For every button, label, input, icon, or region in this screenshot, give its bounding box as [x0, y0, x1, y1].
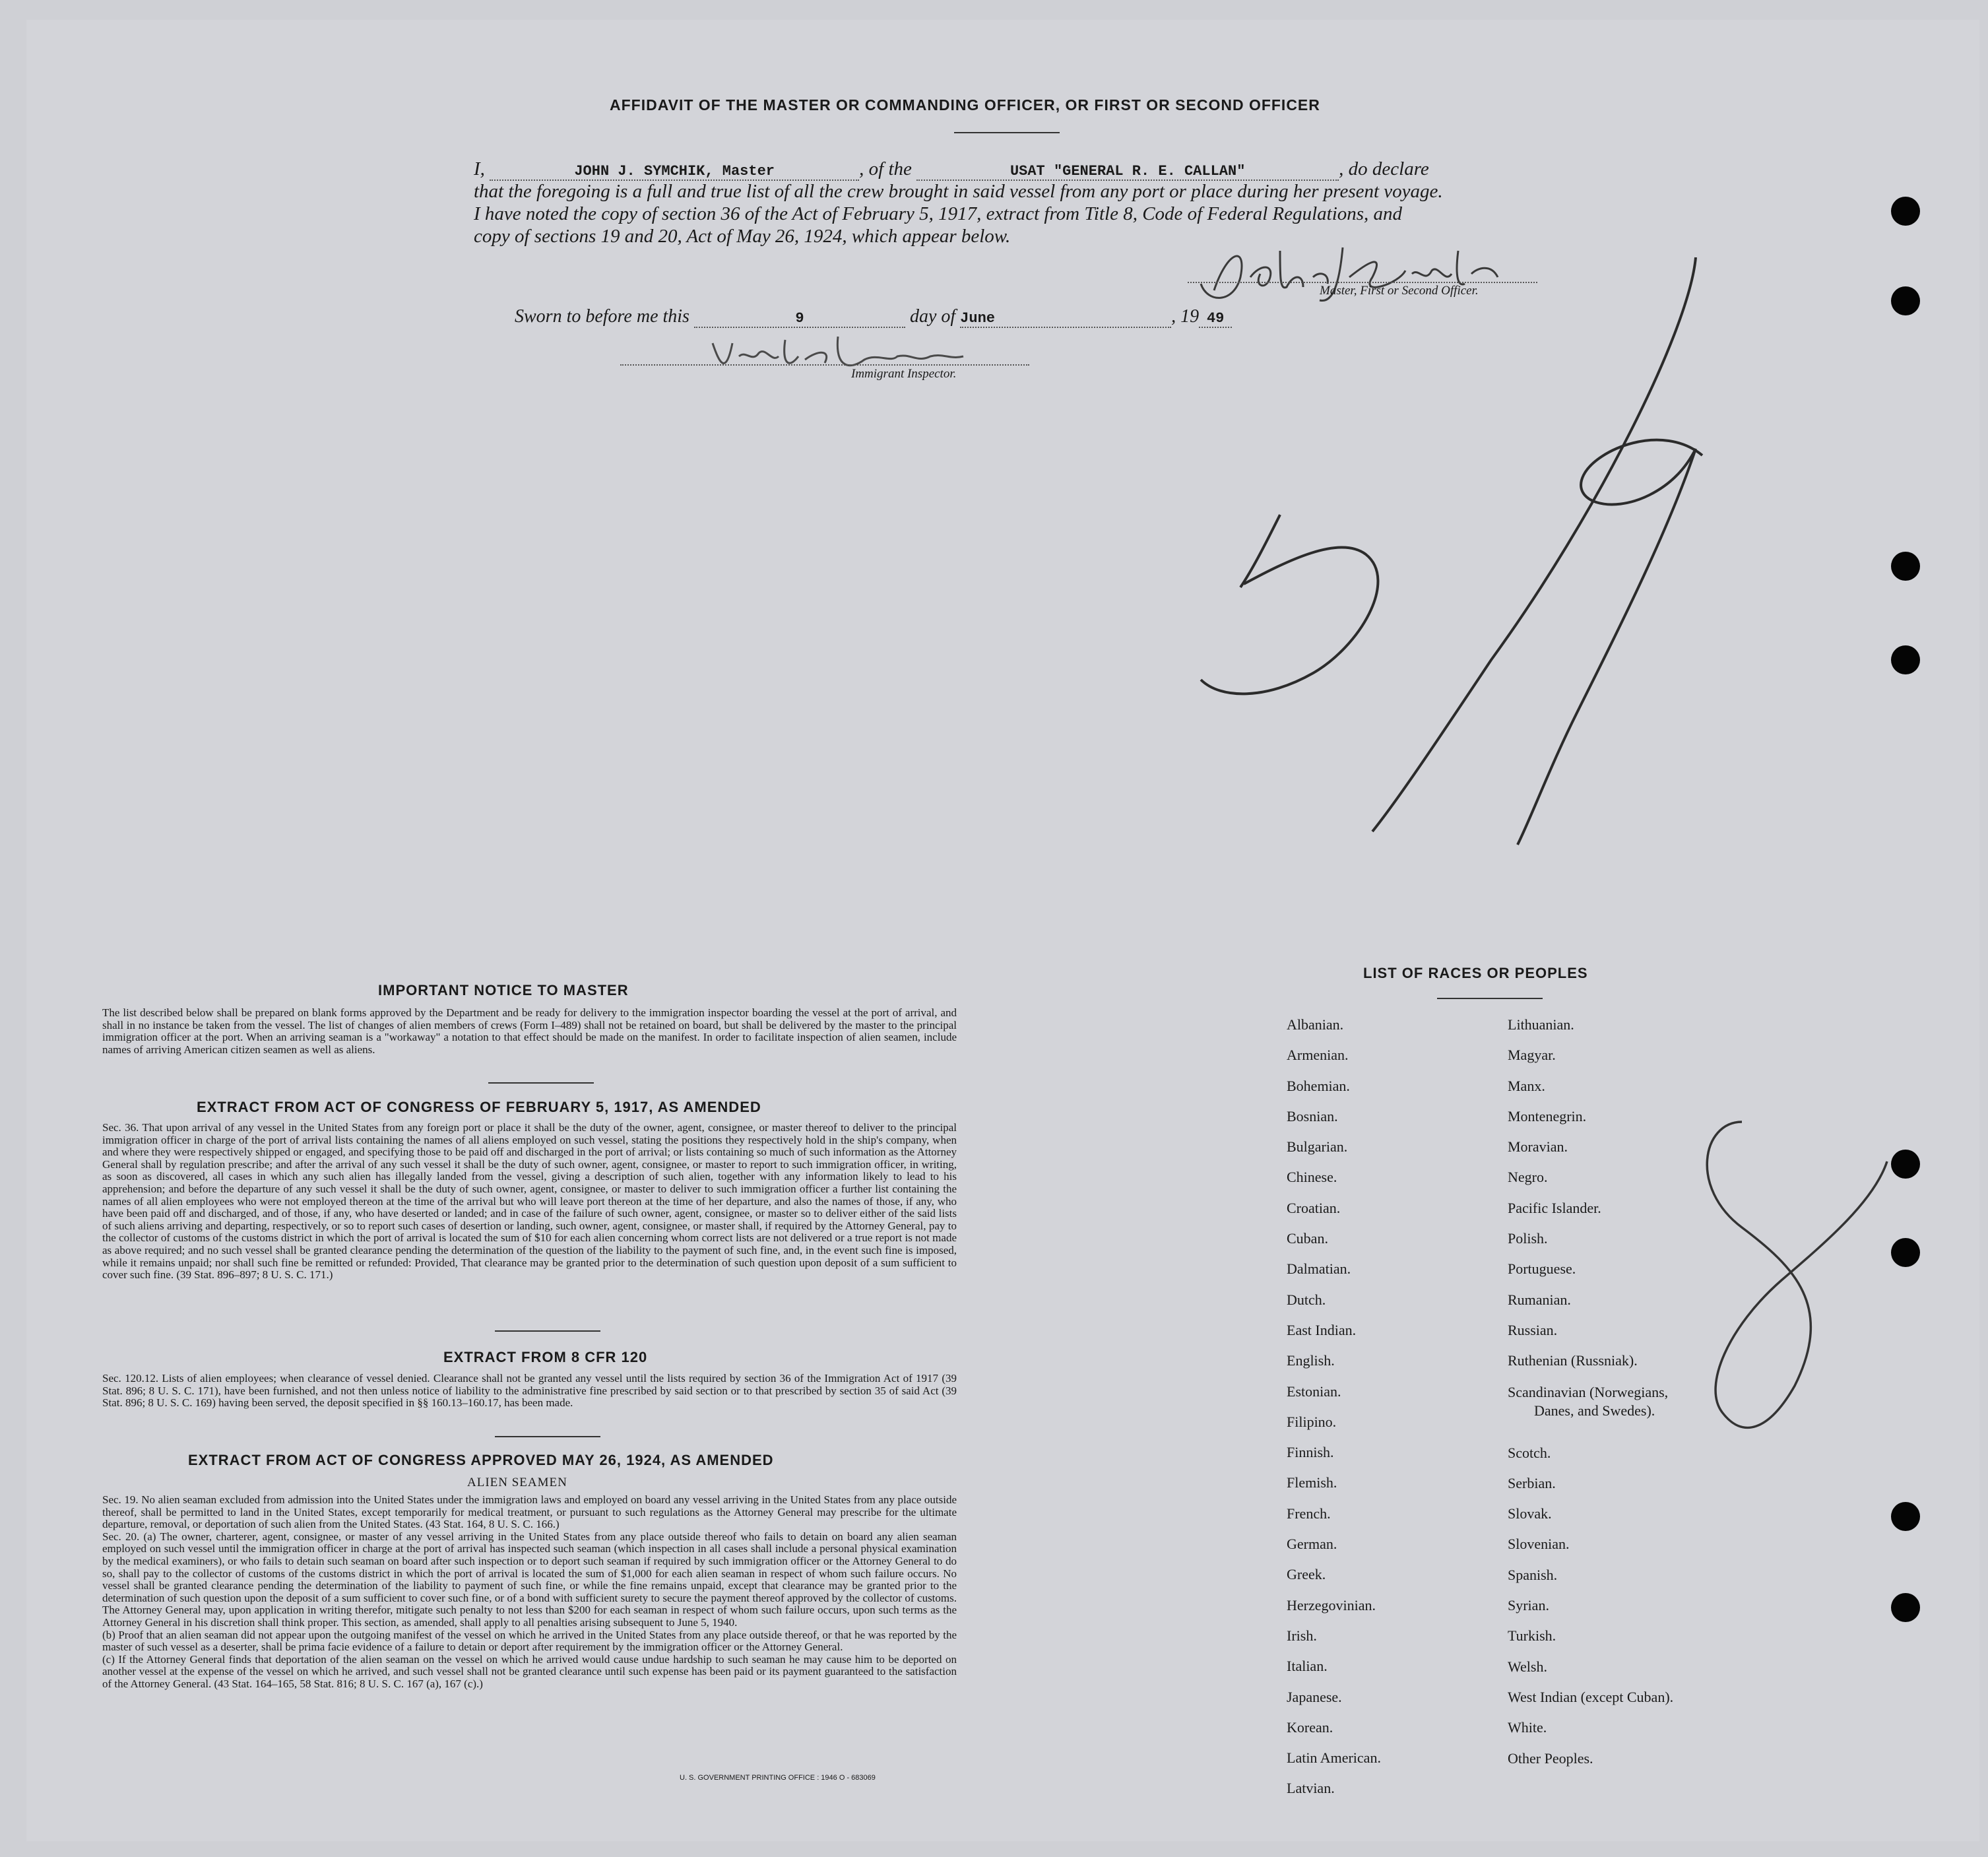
sworn-day: 9: [694, 310, 905, 328]
race-item: Bosnian.: [1287, 1107, 1338, 1124]
race-item: White.: [1508, 1719, 1547, 1736]
extract-1917-title: EXTRACT FROM ACT OF CONGRESS OF FEBRUARY 5, 1917, AS AMENDED: [197, 1099, 761, 1115]
race-item: Slovenian.: [1508, 1536, 1570, 1553]
race-item: Cuban.: [1287, 1230, 1328, 1247]
punch-hole: [1891, 1502, 1920, 1531]
declaration-line-4: copy of sections 19 and 20, Act of May 26, 1924, which appear below.: [474, 226, 1011, 247]
race-item: Chinese.: [1287, 1169, 1337, 1186]
declaration-line-1: [474, 158, 1429, 181]
race-item: Scandinavian (Norwegians,: [1508, 1383, 1669, 1400]
race-item: German.: [1287, 1536, 1337, 1553]
race-item: Pacific Islander.: [1508, 1199, 1601, 1216]
race-item: Herzegovinian.: [1287, 1596, 1376, 1613]
race-item: Korean.: [1287, 1718, 1333, 1736]
extract-1917-body: Sec. 36. That upon arrival of any vessel in the United States from any foreign port or place it shall be the duty of the owner, agent, consignee, or master thereof to deliver to the principal immigration officer in charge of the port of arrival lists containing the names of all aliens employed on such vessel, stating the positions they respectively hold in the ship's company, when and where they were respectively shipped or engaged, and specifying those to be paid off and discharged in the port of arrival; or lists containing so much of such information as the Attorney General shall by regulation prescribe; and after the arrival of any such vessel it shall be the duty of such owner, agent, consignee, or master to report to such immigration officer, in writing, as soon as discovered, all cases in which any such alien has illegally landed from the vessel, giving a description of such alien, together with any information likely to lead to his apprehension; and before the departure of any such vessel it shall be the duty of such owner, agent, consignee, or master to deliver to such immigration officer a further list containing the names of all alien employees who were not employed thereon at the time of the arrival but who will leave port thereon at the time of her departure, and also the names of those, if any, who have been paid off and discharged, and of those, if any, who have deserted or landed; and in case of the failure of such owner, agent, consignee, or master so to deliver either of the said lists of such aliens arriving and departing, respectively, or so to report such cases of desertion or landing, such owner, agent, consignee, or master shall, if required by the Attorney General, pay to the collector of customs of the customs district in which the port of arrival is located the sum of $10 for each alien concerning whom correct lists are not delivered or a true report is not made as above required; and no such vessel shall be granted clearance pending the determination of the question of the liability to the payment of such fine, and, in the event such fine is imposed, while it remains unpaid; nor shall such fine be remitted or refunded: Provided, That clearance may be granted prior to the determination of such question upon deposit of a sum sufficient to cover such fine. (39 Stat. 896–897; 8 U. S. C. 171.): [102, 1121, 957, 1282]
race-item: Filipino.: [1287, 1413, 1337, 1430]
sworn-year: 49: [1199, 310, 1232, 328]
punch-hole: [1891, 197, 1920, 226]
inspector-signature-line: [620, 364, 1029, 366]
race-item: Slovak.: [1508, 1505, 1552, 1522]
race-item: Montenegrin.: [1508, 1107, 1587, 1124]
race-item: Flemish.: [1287, 1474, 1337, 1491]
extract-1924-body: [102, 1494, 957, 1691]
race-item: Greek.: [1287, 1566, 1326, 1583]
punch-hole: [1891, 286, 1920, 315]
master-name: JOHN J. SYMCHIK, Master: [490, 163, 859, 181]
race-item: Dalmatian.: [1287, 1260, 1351, 1278]
printer-imprint: U. S. GOVERNMENT PRINTING OFFICE : 1946 O - 683069: [680, 1774, 876, 1782]
race-item: Turkish.: [1508, 1627, 1556, 1645]
race-item: Latin American.: [1287, 1749, 1381, 1767]
race-item: Bohemian.: [1287, 1077, 1350, 1094]
declaration-text: , of the: [859, 158, 912, 179]
sworn-text: day of: [909, 306, 956, 327]
race-item: Welsh.: [1508, 1658, 1547, 1675]
race-item: Albanian.: [1287, 1016, 1344, 1033]
race-item: English.: [1287, 1352, 1335, 1369]
race-item: Irish.: [1287, 1627, 1317, 1644]
race-item: French.: [1287, 1505, 1331, 1522]
punch-hole: [1891, 1593, 1920, 1622]
inspector-caption: Immigrant Inspector.: [851, 367, 957, 381]
extract-1924-title: EXTRACT FROM ACT OF CONGRESS APPROVED MAY 26, 1924, AS AMENDED: [188, 1452, 774, 1468]
race-item: Russian.: [1508, 1321, 1558, 1338]
race-item: Japanese.: [1287, 1688, 1342, 1705]
sworn-text: , 19: [1171, 306, 1200, 327]
extract-1924-subtitle: ALIEN SEAMEN: [467, 1476, 567, 1489]
declaration-text: I,: [474, 158, 485, 179]
extract-cfr-title: EXTRACT FROM 8 CFR 120: [443, 1349, 648, 1365]
race-item: Moravian.: [1508, 1138, 1568, 1156]
race-item: Latvian.: [1287, 1780, 1335, 1797]
sec-20b: (b) Proof that an alien seaman did not appear upon the outgoing manifest of the vessel on which he arrived in the United States from any place outside thereof, or that he was reported by the master of such vessel as a deserter, shall be prima facie evidence of a failure to detain or deport after requirement by the immigration officer or the Attorney General.: [102, 1628, 957, 1654]
race-item: Estonian.: [1287, 1383, 1341, 1400]
races-column-2: [1508, 1010, 1673, 1774]
race-item: Spanish.: [1508, 1566, 1558, 1583]
declaration-line-2: that the foregoing is a full and true list of all the crew brought in said vessel from any port or place during her present voyage.: [474, 181, 1443, 202]
race-item: East Indian.: [1287, 1321, 1357, 1338]
title-divider: [954, 132, 1060, 133]
race-item: Portuguese.: [1508, 1260, 1576, 1278]
handwritten-date-mark: [1122, 251, 1781, 911]
notice-body: The list described below shall be prepared on blank forms approved by the Department and be ready for delivery to the immigration inspector boarding the vessel at the port of arrival, and shall in no instance be taken from the vessel. The list of changes of alien members of crews (Form I–489) shall not be retained on board, but shall be delivered by the master to the principal immigration officer at the port. When an arriving seaman is a "workaway" a notation to that effect should be made on the manifest. In order to facilitate inspection of alien seamen, include names of arriving American citizen seamen as well as aliens.: [102, 1006, 957, 1056]
race-item: Lithuanian.: [1508, 1016, 1574, 1033]
sec-20c: (c) If the Attorney General finds that deportation of the alien seaman on the vessel on which he arrived would cause undue hardship to such seaman he may cause him to be deported on another vessel at the expense of the vessel on which he arrived, and such vessel shall not be granted clearance until such expense has been paid or its payment guaranteed to the satisfaction of the Attorney General. (43 Stat. 164–165, 58 Stat. 816; 8 U. S. C. 167 (a), 167 (c).): [102, 1652, 957, 1690]
sec-19: Sec. 19. No alien seaman excluded from admission into the United States under the immigration laws and employed on board any vessel arriving in the United States from any place outside thereof, shall be permitted to land in the United States, except temporarily for medical treatment, or pursuant to such regulations as the Attorney General may prescribe for the ultimate departure, removal, or deportation of such alien from the United States. (43 Stat. 164, 8 U. S. C. 166.): [102, 1493, 957, 1531]
race-item: Magyar.: [1508, 1047, 1556, 1064]
sworn-text: Sworn to before me this: [515, 306, 689, 327]
race-item: West Indian (except Cuban).: [1508, 1688, 1674, 1705]
races-title: LIST OF RACES OR PEOPLES: [1363, 965, 1588, 981]
race-item: Italian.: [1287, 1658, 1328, 1675]
race-item: Armenian.: [1287, 1047, 1349, 1064]
sworn-month: June: [960, 310, 1171, 328]
race-item: Bulgarian.: [1287, 1138, 1348, 1156]
punch-hole: [1891, 645, 1920, 674]
race-item: Syrian.: [1508, 1597, 1549, 1614]
section-divider: [488, 1082, 594, 1084]
sec-20a: Sec. 20. (a) The owner, charterer, agent, consignee, or master of any vessel arriving in the United States from any place outside thereof who fails to detain on board any alien seaman employed on such vessel until the immigration officer in charge at the port of arrival has inspected such seaman (which inspection in all cases shall include a personal physical examination by the medical examiners), or who fails to detain such seaman on board after such inspection or to deport such seaman if required by such immigration officer or the Attorney General to do so, shall pay to the collector of customs of the customs district in which the port of arrival is located the sum of $1,000 for each alien seaman in respect of whom such failure occurs. No vessel shall be granted clearance pending the determination of the liability to payment of such fine, or while the fine remains unpaid, except that clearance may be granted prior to the determination of such question upon the deposit of a sum sufficient to cover such fine, or of a bond with sufficient surety to secure the payment thereof approved by the collector of customs. The Attorney General may, upon application in writing therefor, mitigate such penalty to not less than $200 for each seaman in respect of whom such failure occurs, upon such terms as the Attorney General in his discretion shall think proper. This section, as amended, shall apply to all penalties arising subsequent to June 5, 1940.: [102, 1530, 957, 1629]
race-item: Dutch.: [1287, 1291, 1326, 1308]
race-item: Other Peoples.: [1508, 1749, 1593, 1767]
race-item: Polish.: [1508, 1230, 1548, 1247]
extract-cfr-body: Sec. 120.12. Lists of alien employees; when clearance of vessel denied. Clearance shall not be granted any vessel until the lists required by section 36 of the Immigration Act of 1917 (39 Stat. 896; 8 U. S. C. 171), have been furnished, and not then unless notice of liability to the administrative fine prescribed by said section or to that prescribed by section 35 of said Act (39 Stat. 896; 8 U. S. C. 169) having been served, the deposit specified in §§ 160.13–160.17, has been made.: [102, 1372, 957, 1410]
race-item: Ruthenian (Russniak).: [1508, 1352, 1638, 1369]
race-item: Manx.: [1508, 1077, 1545, 1094]
vessel-name: USAT "GENERAL R. E. CALLAN": [916, 163, 1339, 181]
race-item: Rumanian.: [1508, 1291, 1571, 1308]
race-item: Croatian.: [1287, 1199, 1341, 1216]
race-item: Scotch.: [1508, 1444, 1551, 1461]
section-divider: [495, 1436, 600, 1437]
races-column-1: [1287, 1010, 1381, 1804]
races-title-divider: [1437, 998, 1543, 999]
declaration-line-3: I have noted the copy of section 36 of the Act of February 5, 1917, extract from Title 8, Code of Federal Regulations, and: [474, 203, 1403, 224]
race-item: Danes, and Swedes).: [1534, 1402, 1655, 1419]
race-item: Negro.: [1508, 1169, 1548, 1186]
punch-hole: [1891, 552, 1920, 581]
race-item: Finnish.: [1287, 1444, 1334, 1461]
section-divider: [495, 1330, 600, 1332]
affidavit-title: AFFIDAVIT OF THE MASTER OR COMMANDING OFFICER, OR FIRST OR SECOND OFFICER: [610, 96, 1320, 114]
notice-title: IMPORTANT NOTICE TO MASTER: [378, 982, 629, 998]
race-item: Serbian.: [1508, 1474, 1556, 1491]
master-caption: Master, First or Second Officer.: [1320, 284, 1479, 298]
declaration-text: , do declare: [1339, 158, 1429, 179]
